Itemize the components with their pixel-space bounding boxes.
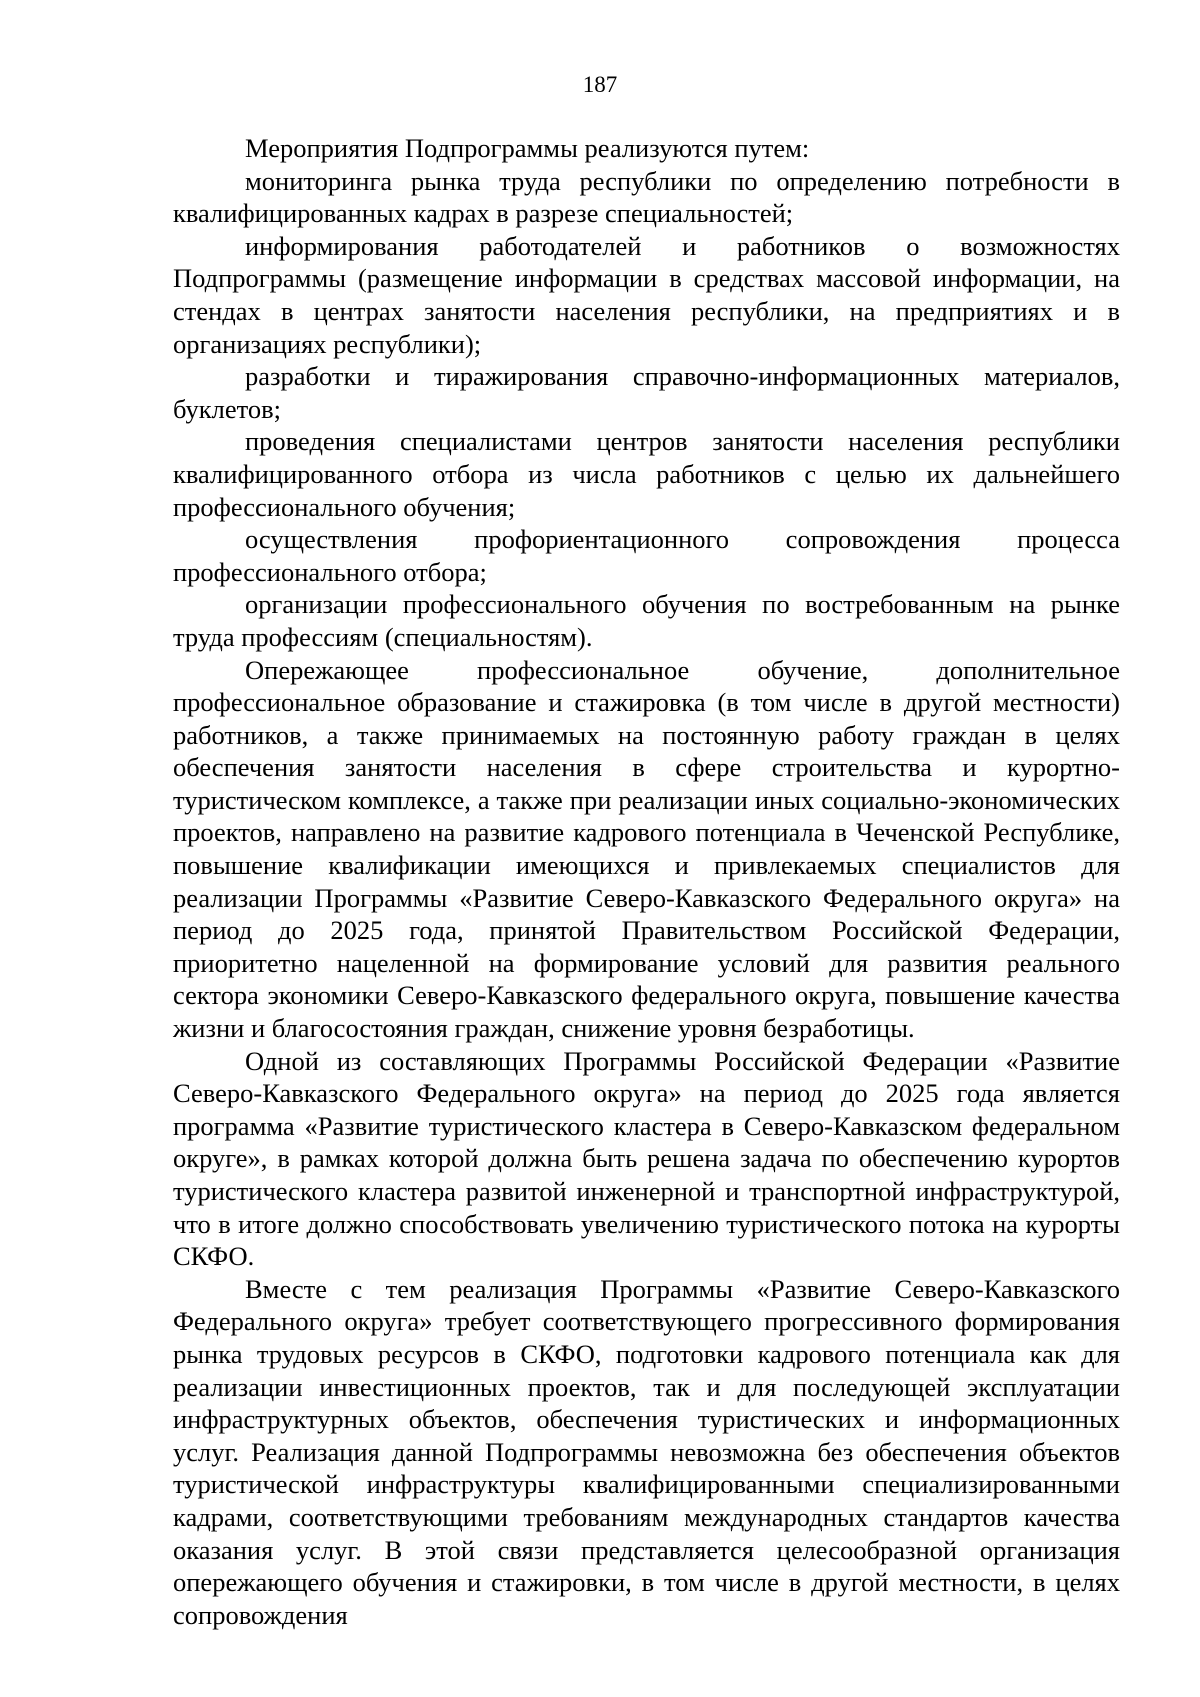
page-number: 187: [582, 72, 618, 97]
paragraph-advance-training: Опережающее профессиональное обучение, дополнительное профессиональное образование и стажировка (в том числе в другой местности) работников, а также принимаемых на постоянную работу граждан в целях обеспечения занятости населения в сфере строительства и курортно-туристическом комплексе, а также при реализации иных социально-экономических проектов, направлено на развитие кадрового потенциала в Чеченской Республике, повышение квалификации имеющихся и привлекаемых специалистов для реализации Программы «Развитие Северо-Кавказского Федерального округа» на период до 2025 года, принятой Правительством Российской Федерации, приоритетно нацеленной на формирование условий для развития реального сектора экономики Северо-Кавказского федерального округа, повышение качества жизни и благосостояния граждан, снижение уровня безработицы.: [173, 654, 1120, 1044]
paragraph-tourism-cluster: Одной из составляющих Программы Российской Федерации «Развитие Северо-Кавказского Федерального округа» на период до 2025 года является программа «Развитие туристического кластера в Северо-Кавказском федеральном округе», в рамках которой должна быть решена задача по обеспечению курортов туристического кластера развитой инженерной и транспортной инфраструктурой, что в итоге должно способствовать увеличению туристического потока на курорты СКФО.: [173, 1045, 1120, 1272]
paragraph-monitoring: мониторинга рынка труда республики по определению потребности в квалифицированных кадрах в разрезе специальностей;: [173, 165, 1120, 229]
paragraph-intro: Мероприятия Подпрограммы реализуются путем:: [245, 133, 810, 163]
paragraph-materials: разработки и тиражирования справочно-информационных материалов, буклетов;: [173, 361, 1120, 424]
document-body: [173, 132, 1120, 1631]
paragraph-selection: проведения специалистами центров занятости населения республики квалифицированного отбора из числа работников с целью их дальнейшего профессионального обучения;: [173, 426, 1120, 522]
paragraph-guidance: осуществления профориентационного сопровождения процесса профессионального отбора;: [173, 524, 1120, 587]
paragraph-labor-market: Вместе с тем реализация Программы «Развитие Северо-Кавказского Федерального округа» требует соответствующего прогрессивного формирования рынка трудовых ресурсов в СКФО, подготовки кадрового потенциала как для реализации инвестиционных проектов, так и для последующей эксплуатации инфраструктурных объектов, обеспечения туристических и информационных услуг. Реализация данной Подпрограммы невозможна без обеспечения объектов туристической инфраструктуры квалифицированными специализированными кадрами, соответствующими требованиям международных стандартов качества оказания услуг. В этой связи представляется целесообразной организация опережающего обучения и стажировки, в том числе в другой местности, в целях сопровождения: [173, 1273, 1120, 1630]
paragraph-informing: информирования работодателей и работников о возможностях Подпрограммы (размещение информации в средствах массовой информации, на стендах в центрах занятости населения республики, на предприятиях и в организациях республики);: [173, 230, 1120, 359]
paragraph-training: организации профессионального обучения по востребованным на рынке труда профессиям (специальностям).: [173, 589, 1120, 652]
